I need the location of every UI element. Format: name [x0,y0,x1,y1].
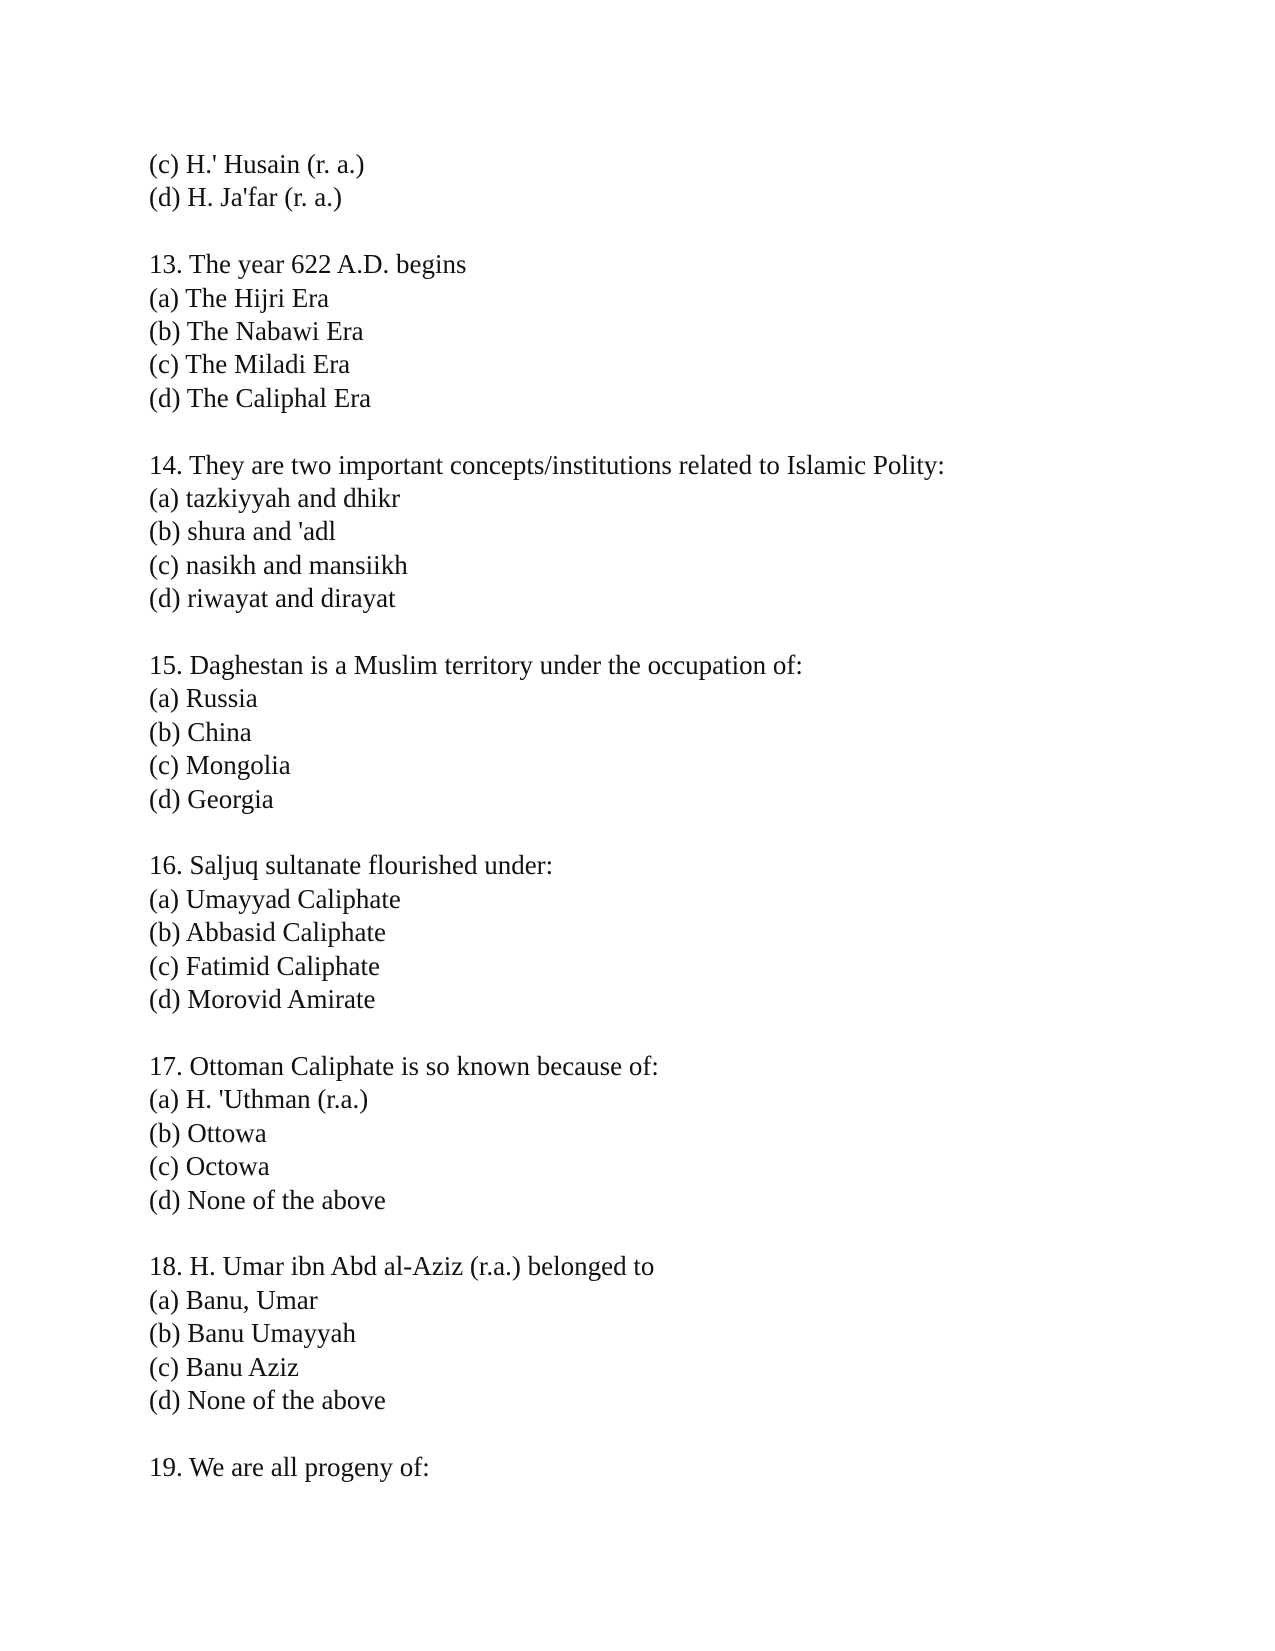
spacer [149,1217,1149,1250]
option-b: (b) The Nabawi Era [149,316,364,347]
option-a: (a) Russia [149,683,258,714]
option-d: (d) riwayat and dirayat [149,583,396,614]
spacer [149,415,1149,448]
option-a: (a) Umayyad Caliphate [149,883,401,914]
spacer [149,215,1149,248]
option-b: (b) Banu Umayyah [149,1318,356,1349]
option-d: (d) Morovid Amirate [149,984,376,1015]
option-d: (d) Georgia [149,783,274,814]
option-c: (c) Banu Aziz [149,1351,299,1382]
option-a: (a) H. 'Uthman (r.a.) [149,1084,369,1115]
option-b: (b) Ottowa [149,1117,267,1148]
option-c: (c) nasikh and mansiikh [149,549,408,580]
option-d: (d) The Caliphal Era [149,382,372,413]
question-stem: 18. H. Umar ibn Abd al-Aziz (r.a.) belonged to [149,1251,655,1282]
option-c: (c) The Miladi Era [149,349,351,380]
question-stem: 19. We are all progeny of: [149,1451,430,1482]
question-14 [149,449,1149,616]
question-17 [149,1050,1149,1217]
option-a: (a) tazkiyyah and dhikr [149,483,401,514]
option-c: (c) Fatimid Caliphate [149,950,380,981]
question-19 [149,1451,1149,1484]
option-d: (d) None of the above [149,1184,386,1215]
option-a: (a) Banu, Umar [149,1284,318,1315]
option-b: (b) shura and 'adl [149,516,337,547]
spacer [149,616,1149,649]
question-stem: 13. The year 622 A.D. begins [149,249,467,280]
document-content [149,148,1149,1484]
option-c: (c) H.' Husain (r. a.) [149,149,365,179]
question-13 [149,248,1149,415]
question-stem: 14. They are two important concepts/institutions related to Islamic Polity: [149,449,945,480]
option-d: (d) None of the above [149,1384,386,1415]
spacer [149,1017,1149,1050]
question-stem: 15. Daghestan is a Muslim territory under the occupation of: [149,650,803,681]
spacer [149,816,1149,849]
question-18 [149,1250,1149,1417]
option-c: (c) Octowa [149,1151,270,1182]
spacer [149,1417,1149,1450]
question-16 [149,849,1149,1016]
question-stem: 17. Ottoman Caliphate is so known because of: [149,1050,659,1081]
question-15 [149,649,1149,816]
question-stem: 16. Saljuq sultanate flourished under: [149,850,554,881]
question-12-continuation [149,148,1149,215]
option-b: (b) China [149,716,252,747]
option-d: (d) H. Ja'far (r. a.) [149,182,343,213]
option-a: (a) The Hijri Era [149,282,330,313]
option-b: (b) Abbasid Caliphate [149,917,386,948]
option-c: (c) Mongolia [149,750,291,781]
